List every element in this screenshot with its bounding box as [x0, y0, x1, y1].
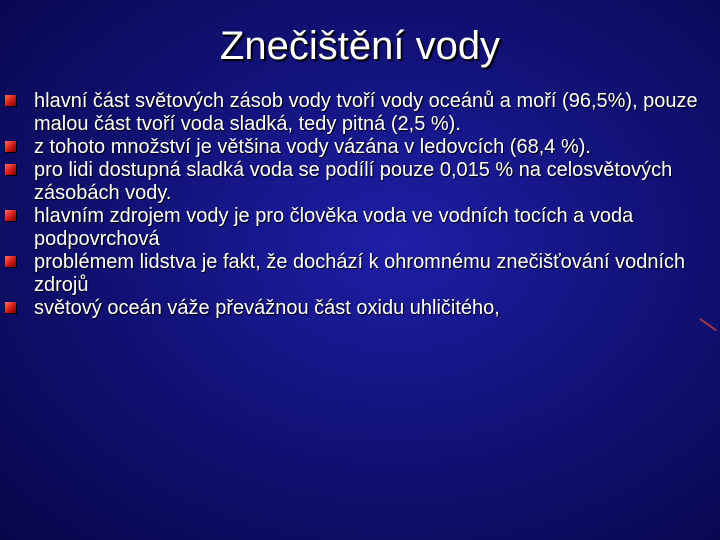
bullet-text: z tohoto množství je většina vody vázána v ledovcích (68,4 %). [34, 136, 591, 158]
bullet-item [0, 159, 720, 205]
bullet-item [0, 205, 720, 251]
bullet-text: hlavní část světových zásob vody tvoří vody oceánů a moří (96,5%), pouze malou část tvoří voda sladká, tedy pitná (2,5 %). [34, 90, 698, 135]
red-square-bullet-icon [5, 141, 16, 152]
bullet-text: světový oceán váže převážnou část oxidu uhličitého, [34, 297, 500, 319]
bullet-item [0, 297, 720, 320]
bullet-item [0, 136, 720, 159]
red-square-bullet-icon [5, 95, 16, 106]
bullet-item [0, 90, 720, 136]
bullet-text: problémem lidstva je fakt, že dochází k ohromnému znečišťování vodních zdrojů [34, 251, 686, 296]
slide-title: Znečištění vody [219, 24, 501, 68]
red-square-bullet-icon [5, 210, 16, 221]
decorative-line [699, 318, 717, 331]
red-square-bullet-icon [5, 256, 16, 267]
bullet-item [0, 251, 720, 297]
red-square-bullet-icon [5, 302, 16, 313]
red-square-bullet-icon [5, 164, 16, 175]
bullet-text: hlavním zdrojem vody je pro člověka voda ve vodních tocích a voda podpovrchová [34, 205, 634, 250]
bullet-list [0, 90, 720, 320]
bullet-text: pro lidi dostupná sladká voda se podílí pouze 0,015 % na celosvětových zásobách vody. [34, 159, 673, 204]
